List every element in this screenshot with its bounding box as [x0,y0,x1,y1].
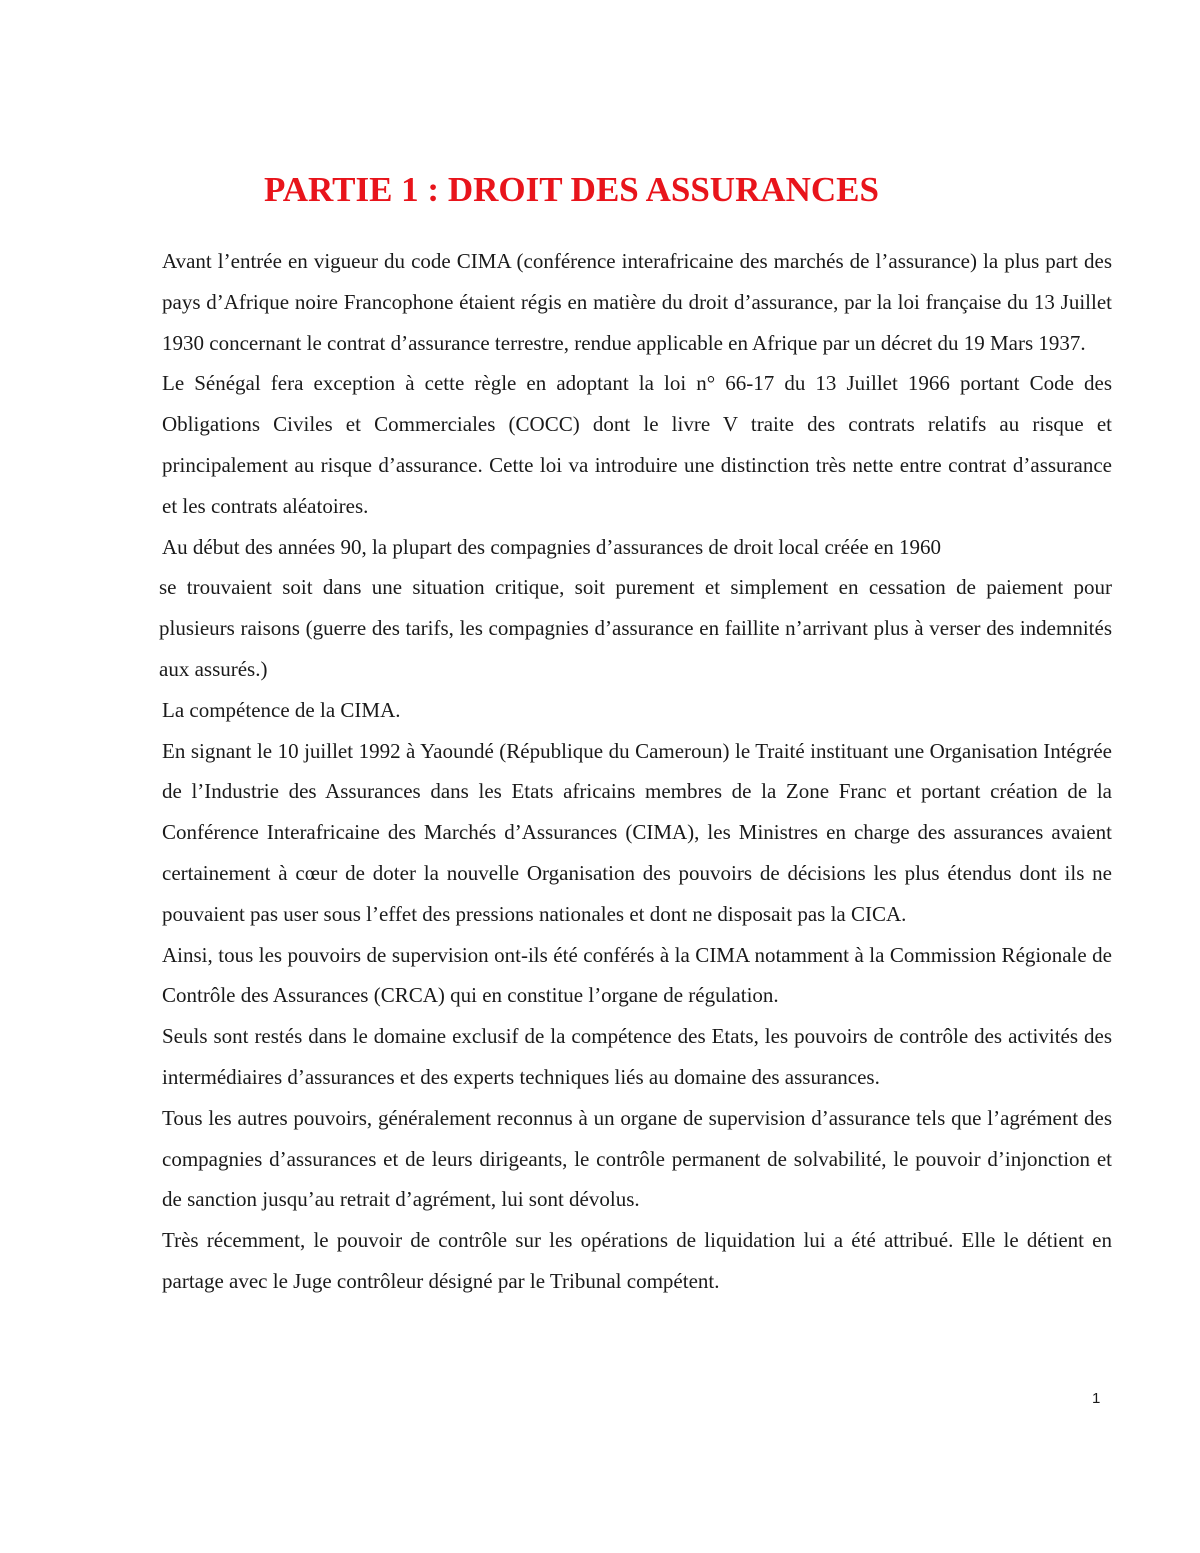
paragraph-pouvoirs-supervision: Ainsi, tous les pouvoirs de supervision ont-ils été conférés à la CIMA notamment à la Commission Régionale de Contrôle des Assurances (CRCA) qui en constitue l’organe de régulation. [162,942,1112,1008]
paragraph-senegal-exception: Le Sénégal fera exception à cette règle en adoptant la loi n° 66-17 du 13 Juillet 1966 portant Code des Obligations Civiles et Commerciales (COCC) dont le livre V traite des contrats relatifs au risque et principalement au risque d’assurance. Cette loi va introduire une distinction très nette entre contrat d’assurance et les contrats aléatoires. [162,371,1112,518]
page-number: 1 [1092,1390,1101,1407]
paragraph-competence-etats: Seuls sont restés dans le domaine exclusif de la compétence des Etats, les pouvoirs de contrôle des activités des intermédiaires d’assurances et des experts techniques liés au domaine des assurances. [162,1024,1112,1089]
page-title: PARTIE 1 : DROIT DES ASSURANCES [264,170,879,209]
paragraph-competence-heading: La compétence de la CIMA. [162,697,401,722]
paragraph-annees-90: Au début des années 90, la plupart des compagnies d’assurances de droit local créée en 1960 [162,534,942,559]
paragraph-liquidation: Très récemment, le pouvoir de contrôle sur les opérations de liquidation lui a été attribué. Elle le détient en partage avec le Juge contrôleur désigné par le Tribunal compétent. [162,1228,1112,1293]
paragraph-traite-yaounde: En signant le 10 juillet 1992 à Yaoundé (République du Cameroun) le Traité instituant une Organisation Intégrée de l’Industrie des Assurances dans les Etats africains membres de la Zone Franc et portant création de la Conférence Interafricaine des Marchés d’Assurances (CIMA), les Ministres en charge des assurances avaient certainement à cœur de doter la nouvelle Organisation des pouvoirs de décisions les plus étendus dont ils ne pouvaient pas user sous l’effet des pressions nationales et dont ne disposait pas la CICA. [162,738,1112,926]
paragraph-situation-critique: se trouvaient soit dans une situation critique, soit purement et simplement en cessation de paiement pour plusieurs raisons (guerre des tarifs, les compagnies d’assurance en faillite n’arrivant plus à verser des indemnités aux assurés.) [159,575,1112,681]
paragraph-autres-pouvoirs: Tous les autres pouvoirs, généralement reconnus à un organe de supervision d’assurance tels que l’agrément des compagnies d’assurances et de leurs dirigeants, le contrôle permanent de solvabilité, le pouvoir d’injonction et de sanction jusqu’au retrait d’agrément, lui sont dévolus. [162,1105,1112,1212]
document-body [159,241,1112,1302]
paragraph-code-cima-history: Avant l’entrée en vigueur du code CIMA (conférence interafricaine des marchés de l’assurance) la plus part des pays d’Afrique noire Francophone étaient régis en matière du droit d’assurance, par la loi française du 13 Juillet 1930 concernant le contrat d’assurance terrestre, rendue applicable en Afrique par un décret du 19 Mars 1937. [162,249,1112,355]
